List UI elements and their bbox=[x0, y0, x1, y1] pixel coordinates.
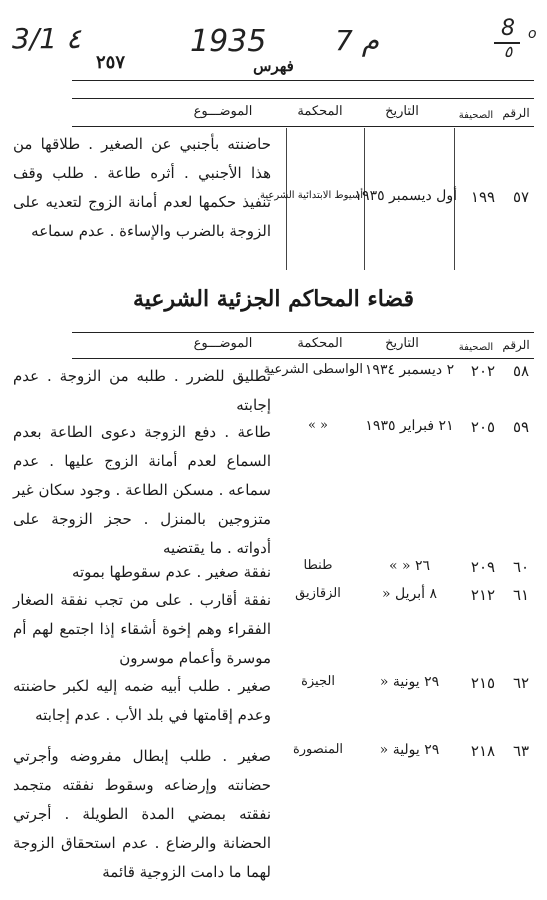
page-number: ٢٥٧ bbox=[96, 52, 126, 73]
row-court: « » bbox=[307, 418, 329, 433]
row-page: ٢٠٥ bbox=[470, 418, 496, 436]
row-date: أول ديسمبر ١٩٣٥ bbox=[354, 188, 457, 204]
row-topic: طاعة . دفع الزوجة دعوى الطاعة بعدم السماع لعدم أمانة الزوج عليها . عدم سماعه . مسكن الطاعة . وجود سكان غير متزوجين بالمنزل . حجز الزوجة على أدواته . ما يقتضيه bbox=[13, 423, 271, 557]
col-topic-header-2: الموضـــوع bbox=[193, 336, 253, 351]
row-number: ٦٣ bbox=[512, 742, 530, 760]
col-page-header: الصحيفة bbox=[458, 110, 494, 121]
section-title: قضاء المحاكم الجزئية الشرعية bbox=[132, 286, 415, 312]
col-number-header-2: الرقم bbox=[502, 338, 530, 352]
row-number: ٦٠ bbox=[512, 558, 530, 576]
row-topic: نفقة صغير . عدم سقوطها بموته bbox=[71, 563, 271, 581]
row-date: ٨ أبريل « bbox=[381, 586, 437, 602]
row-number: ٦١ bbox=[512, 586, 530, 604]
row-page: ٢١٢ bbox=[470, 586, 496, 604]
col-court-header: المحكمة bbox=[297, 104, 343, 119]
row-page: ١٩٩ bbox=[470, 188, 496, 206]
col-date-header: التاريخ bbox=[385, 104, 419, 119]
row-court: المنصورة bbox=[292, 742, 344, 757]
annotation-left: 3/1 ٤ bbox=[12, 22, 82, 55]
row-topic: نفقة أقارب . على من تجب نفقة الصغار الفقراء وهم إخوة أشقاء إذا اجتمع لهم أم موسرة وأعمام موسرون bbox=[13, 591, 271, 667]
row-date: ٢١ فبراير ١٩٣٥ bbox=[365, 418, 454, 434]
annotation-year: 1935 bbox=[190, 24, 267, 59]
annotation-mid: م 7 bbox=[335, 24, 380, 57]
row-court: الزقازيق bbox=[295, 586, 341, 601]
row-number: ٦٢ bbox=[512, 674, 530, 692]
row-date: ٢٦ « » bbox=[388, 558, 431, 574]
row-page: ٢٠٩ bbox=[470, 558, 496, 576]
row-topic: صغير . طلب أبيه ضمه إليه لكبر حاضنته وعدم إقامتها في بلد الأب . عدم إجابته bbox=[13, 677, 271, 724]
row-date: ٢٩ يولية « bbox=[379, 742, 440, 758]
annotation-fraction-side: o bbox=[528, 26, 537, 42]
table1-top-rule bbox=[72, 98, 534, 99]
header-title: فهرس bbox=[253, 57, 294, 75]
table2-top-rule bbox=[72, 332, 534, 333]
row-date: ٢ ديسمبر ١٩٣٤ bbox=[364, 362, 455, 378]
row-page: ٢١٥ bbox=[470, 674, 496, 692]
row-court: أسيوط الابتدائية الشرعية bbox=[259, 190, 363, 201]
table1-header-rule bbox=[72, 126, 534, 127]
row-date: ٢٩ يونية « bbox=[379, 674, 440, 690]
row-number: ٥٧ bbox=[512, 188, 530, 206]
row-page: ٢٠٢ bbox=[470, 362, 496, 380]
header-rule bbox=[72, 80, 534, 81]
annotation-fraction-bottom: ٥ bbox=[503, 42, 513, 61]
annotation-fraction-top: 8 bbox=[501, 16, 515, 41]
row-number: ٥٩ bbox=[512, 418, 530, 436]
col-number-header: الرقم bbox=[502, 106, 530, 120]
col-court-header-2: المحكمة bbox=[297, 336, 343, 351]
row-number: ٥٨ bbox=[512, 362, 530, 380]
row-topic: تطليق للضرر . طلبه من الزوجة . عدم إجابته bbox=[13, 367, 271, 414]
row-topic: صغير . طلب إبطال مفروضه وأجرتي حضانته وإرضاعه وسقوط نفقته متجمد نفقته بمضي المدة الطويلة . أجرتي الحضانة والرضاع . عدم استحقاق الزوجة لهما ما دامت الزوجية قائمة bbox=[13, 747, 271, 881]
col-topic-header: الموضـــوع bbox=[193, 104, 253, 119]
row-topic: حاضنته بأجنبي عن الصغير . طلاقها من هذا الأجنبي . أثره طاعة . طلب وقف تنفيذ حكمها لعدم أمانة الزوج لتعديه على الزوجة بالضرب والإساءة . عدم سماعه bbox=[13, 135, 271, 240]
row-court: طنطا bbox=[303, 558, 333, 573]
col-date-header-2: التاريخ bbox=[385, 336, 419, 351]
row-court: الواسطى الشرعية bbox=[263, 362, 363, 377]
col-page-header-2: الصحيفة bbox=[458, 342, 494, 353]
row-court: الجيزة bbox=[301, 674, 335, 689]
row-page: ٢١٨ bbox=[470, 742, 496, 760]
table2-header-rule bbox=[72, 358, 534, 359]
